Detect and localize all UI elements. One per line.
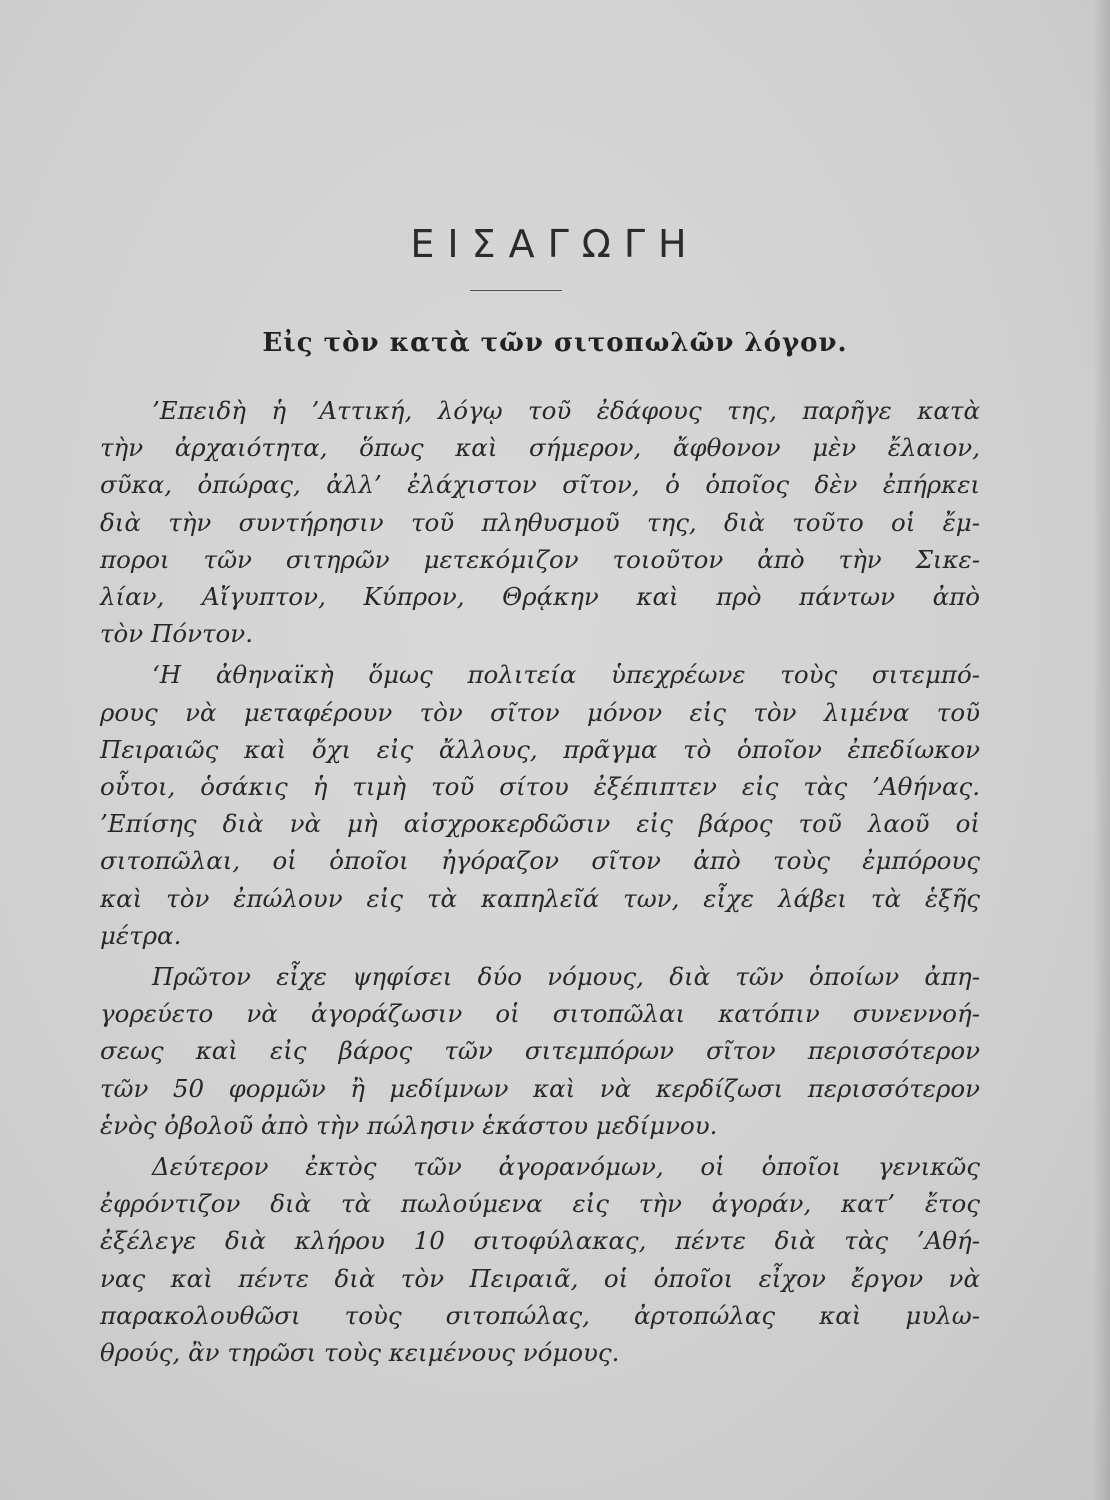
chapter-subtitle: Εἰς τὸν κατὰ τῶν σιτοπωλῶν λόγον. [262,328,848,358]
text-line: ἐφρόντιζον διὰ τὰ πωλούμενα εἰς τὴν ἀγοράν, κατ’ ἔτος [100,1189,980,1219]
paragraph-4 [100,1148,980,1371]
heading-rule [470,290,562,291]
text-line: ’Επειδὴ ἡ ’Αττική, λόγῳ τοῦ ἐδάφους της, παρῆγε κατὰ [152,396,980,425]
text-line: παρακολουθῶσι τοὺς σιτοπώλας, ἀρτοπώλας καὶ μυλω- [100,1300,980,1330]
text-line: ρους νὰ μεταφέρουν τὸν σῖτον μόνον εἰς τὸν λιμένα τοῦ [100,697,980,727]
text-line: οὗτοι, ὁσάκις ἡ τιμὴ τοῦ σίτου ἐξέπιπτεν εἰς τὰς ’Αθήνας. [100,772,980,802]
text-line: Πειραιῶς καὶ ὄχι εἰς ἄλλους, πρᾶγμα τὸ ὁποῖον ἐπεδίωκον [100,734,980,764]
chapter-heading: ΕΙΣΑΓΩΓΗ [410,222,700,266]
text-line: καὶ τὸν ἐπώλουν εἰς τὰ καπηλεῖά των, εἶχε λάβει τὰ ἑξῆς [100,883,980,913]
text-line: Δεύτερον ἐκτὸς τῶν ἀγορανόμων, οἱ ὁποῖοι γενικῶς [152,1152,980,1182]
text-line: τῶν 50 φορμῶν ἢ μεδίμνων καὶ νὰ κερδίζωσι περισσότερον [100,1073,980,1103]
text-line: λίαν, Αἴγυπτον, Κύπρον, Θρᾴκην καὶ πρὸ πάντων ἀπὸ [100,582,980,612]
text-line: ποροι τῶν σιτηρῶν μετεκόμιζον τοιοῦτον ἀπὸ τὴν Σικε- [100,544,980,574]
text-line: θρούς, ἂν τηρῶσι τοὺς κειμένους νόμους. [100,1338,620,1368]
text-line: ’Επίσης διὰ νὰ μὴ αἰσχροκερδῶσιν εἰς βάρος τοῦ λαοῦ οἱ [100,809,980,839]
text-line: σιτοπῶλαι, οἱ ὁποῖοι ἠγόραζον σῖτον ἀπὸ τοὺς ἐμπόρους [100,846,980,876]
text-line: ‘Η ἀθηναϊκὴ ὅμως πολιτεία ὑπεχρέωνε τοὺς σιτεμπό- [152,660,980,690]
text-line: σεως καὶ εἰς βάρος τῶν σιτεμπόρων σῖτον περισσότερον [100,1036,980,1066]
text-line: τὴν ἀρχαιότητα, ὅπως καὶ σήμερον, ἄφθονον μὲν ἔλαιον, [100,433,980,463]
paragraph-1 [100,392,980,652]
paragraph-2 [100,656,980,954]
text-line: ἑνὸς ὀβολοῦ ἀπὸ τὴν πώλησιν ἑκάστου μεδίμνου. [100,1110,718,1140]
text-line: γορεύετο νὰ ἀγοράζωσιν οἱ σιτοπῶλαι κατόπιν συνεννοή- [100,999,980,1029]
text-line: μέτρα. [100,920,182,950]
paragraph-3 [100,958,980,1144]
text-line: νας καὶ πέντε διὰ τὸν Πειραιᾶ, οἱ ὁποῖοι εἶχον ἔργον νὰ [100,1263,980,1293]
text-line: σῦκα, ὀπώρας, ἀλλ’ ἐλάχιστον σῖτον, ὁ ὁποῖος δὲν ἐπήρκει [100,470,980,500]
text-line: Πρῶτον εἶχε ψηφίσει δύο νόμους, διὰ τῶν ὁποίων ἀπη- [152,962,980,992]
body-text [100,392,980,1371]
text-line: τὸν Πόντον. [100,619,253,649]
text-line: ἐξέλεγε διὰ κλήρου 10 σιτοφύλακας, πέντε διὰ τὰς ’Αθή- [100,1226,980,1256]
text-line: διὰ τὴν συντήρησιν τοῦ πληθυσμοῦ της, διὰ τοῦτο οἱ ἔμ- [100,507,980,537]
